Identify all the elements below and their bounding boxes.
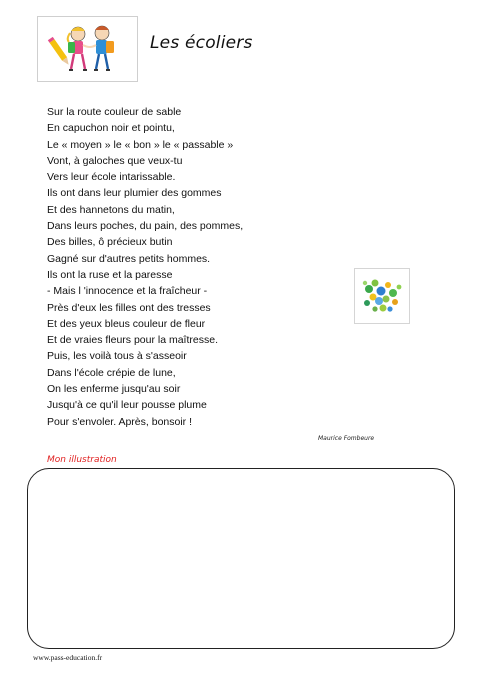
poem-line: Vont, à galoches que veux-tu	[47, 154, 183, 167]
poem-line: - Mais l 'innocence et la fraîcheur -	[47, 285, 208, 298]
poem-line: Ils ont la ruse et la paresse	[47, 268, 173, 281]
poem-line: Ils ont dans leur plumier des gommes	[47, 187, 222, 200]
poem-author: Maurice Fombeure	[318, 435, 375, 442]
poem-line: Dans l'école crépie de lune,	[47, 366, 176, 379]
poem-line: Sur la route couleur de sable	[47, 106, 182, 118]
poem-line: Dans leurs poches, du pain, des pommes,	[47, 220, 244, 233]
poem-line: Près d'eux les filles ont des tresses	[47, 301, 211, 314]
children-with-backpacks-icon	[38, 17, 137, 81]
illustration-drawing-area[interactable]	[27, 468, 455, 649]
poem-line: En capuchon noir et pointu,	[47, 122, 175, 135]
marbles-icon	[355, 269, 409, 323]
poem-line: Puis, les voilà tous à s'asseoir	[47, 350, 187, 363]
illustration-label: Mon illustration	[47, 455, 117, 465]
footer-url: www.pass-education.fr	[33, 653, 103, 662]
poem-line: Et des hannetons du matin,	[47, 203, 175, 216]
header-illustration	[37, 16, 138, 82]
poem-line: Pour s'envoler. Après, bonsoir !	[47, 415, 193, 428]
decorative-image	[354, 268, 410, 324]
poem-line: Le « moyen » le « bon » le « passable »	[47, 138, 234, 151]
poem-line: Vers leur école intarissable.	[47, 171, 176, 184]
page-title: Les écoliers	[150, 33, 253, 53]
poem	[47, 104, 243, 430]
poem-line: Jusqu'à ce qu'il leur pousse plume	[47, 399, 207, 412]
poem-line: Gagné sur d'autres petits hommes.	[47, 252, 211, 265]
poem-line: Et de vraies fleurs pour la maîtresse.	[47, 334, 218, 347]
poem-line: On les enferme jusqu'au soir	[47, 383, 181, 396]
poem-line: Et des yeux bleus couleur de fleur	[47, 317, 206, 330]
poem-line: Des billes, ô précieux butin	[47, 236, 173, 249]
